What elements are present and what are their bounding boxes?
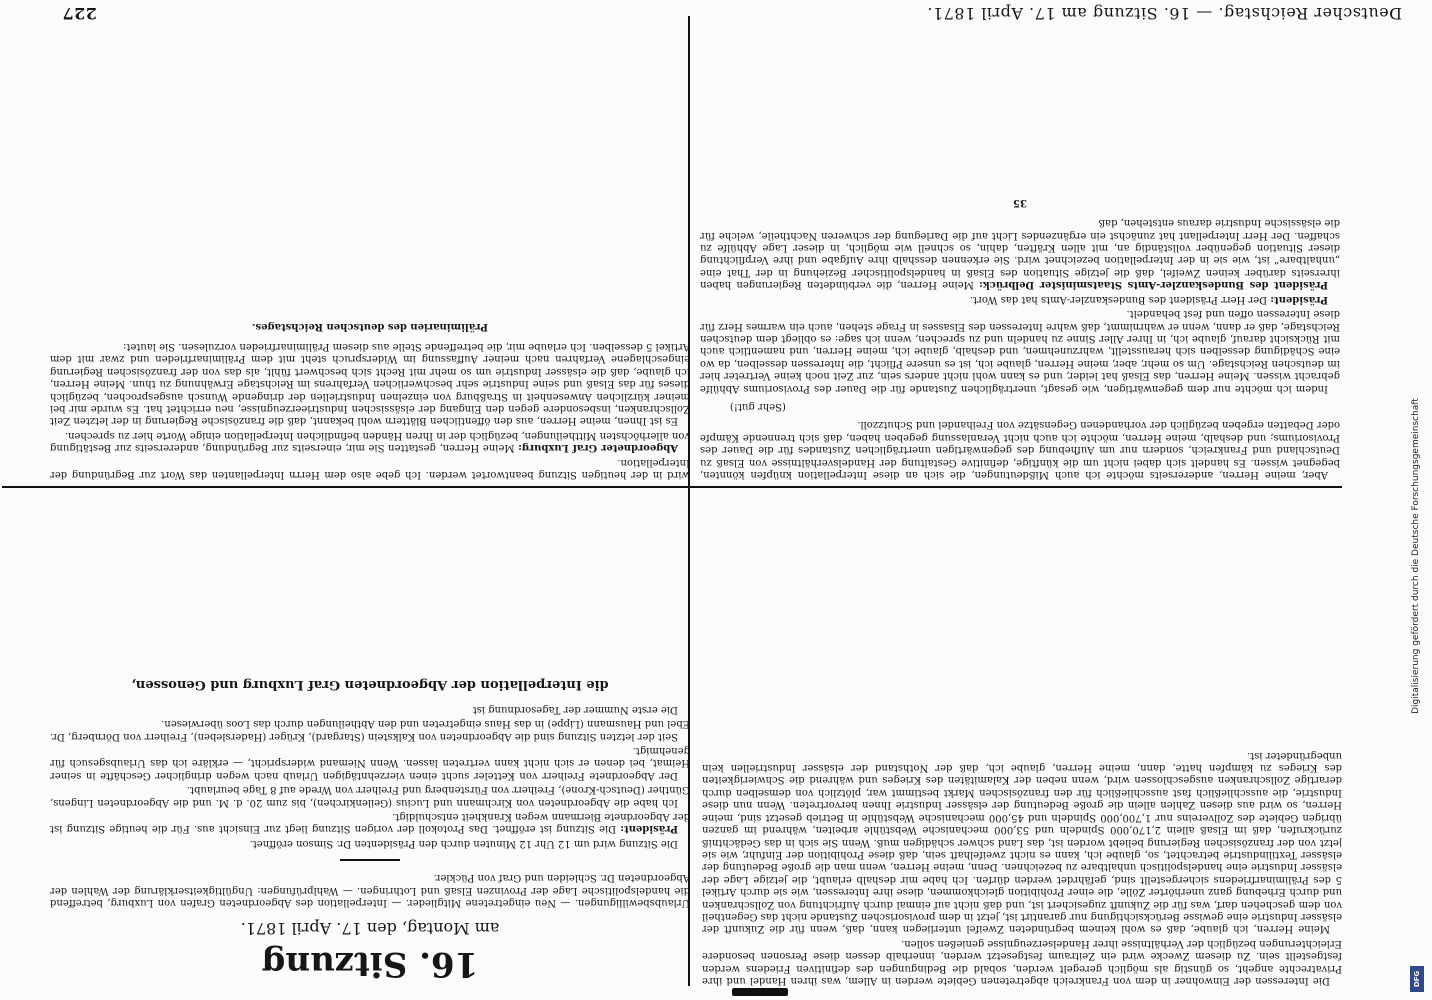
right-column-lower — [700, 25, 1340, 480]
running-head-title: Deutscher Reichstag. — 16. Sitzung am 17. April 1871. — [926, 4, 1402, 24]
sheet-number: 35 — [1013, 196, 1027, 208]
treaty-quote: Die Interessen der Einwohner in dem von Frankreich abgetretenen Gebiete werden in Allem, was ihren Handel und ihre Privatrechte angeht, so günstig als möglich geregelt werden, sobald die Bedingungen des definitiven Friedens werden festgestellt sein. Zu diesem Zwecke wird ein Zeitraum festgesetzt werden, innerhalb dessen diese Personen besondere Erleichterungen bezüglich der Verhältnisse ihrer Handelserzeugnisse genießen sollen. — [702, 937, 1342, 986]
quote-heading: Präliminarien des deutschen Reichstages. — [252, 320, 489, 332]
delbrueck-speech — [700, 216, 1340, 290]
leave-paragraph-2: Der Abgeordnete Freiherr von Ketteler sucht einen vierzehntägigen Urlaub nach wegen dringlicher Geschäfte in seiner Heimat, bei denen er sich nicht kann vertreten lassen. Wenn Niemand widerspricht, — erkläre ich das Urlaubsgesuch für genehmigt. — [50, 744, 690, 781]
speech-paragraph: Meine Herren, ich glaube, daß es wohl keinem begründeten Zweifel unterliegen kann, daß, wenn für die Zukunft der elsässer Industrie eine gewisse Berücksichtigung nur garantirt ist, jetzt in dem provisorischen Zustande nicht das Gegentheil von dem geschehen darf, was für die Zukunft zugesichert ist, und daß nicht auf einmal durch Aufrichtung von Zollschranken und durch Erhebung ganz unerhörter Zölle, die einer Prohibition gleichkommen, diese ihre Interessen, wie sie durch Artikel 5 des Präliminarfriedens sichergestellt sind, gefährdet werden dürfen. Ich habe mir deshalb erlaubt, die jetzige Lage der elsässer Industrie eine handelspolitisch unhaltbare zu bezeichnen. Denn, meine Herren, wenn man die große Bedeutung der elsässer Textilindustrie betrachtet, so, glaube ich, kann es nicht zweifelhaft sein, daß diese Prohibition der Einfuhr, wie sie jetzt von der französischen Regierung beliebt worden ist, das Land schwer schädigen muß. Wenn Sie sich in das Gedächtniß zurückrufen, daß im Elsaß allein 2,170,000 Spindeln und 53,000 mechanische Webstühle arbeiten, während im ganzen übrigen Gebiete des Zollvereins nur 1,700,000 Spindeln und 45,000 mechanische Webstühle in Betrieb gesetzt sind, meine Herren, so wird aus diesen Zahlen allein die große Bedeutung der elsässer Industrie Ihnen hervortreten. Wenn nun diese Industrie, die ausschließlich fast ausschließlich für den französischen Markt bestimmt war, plötzlich von demselben durch derartige Zollschranken ausgeschlossen wird, wenn neben der Kalamitäten des Krieges und während die Schwierigkeiten des Krieges zu kämpfen hatte, dann, meine Herren, glaube ich, daß der Nothstand der elsässer Industriellen kein unbegründeter ist. — [702, 749, 1342, 935]
speech-text: Die Sitzung ist eröffnet. Das Protokoll der vorigen Sitzung liegt zur Einsicht aus. Für die heutige Sitzung ist der Abgeordnete Biermann wegen Krankheit entschuldigt. — [50, 810, 690, 835]
scan-edge-mark — [732, 988, 788, 996]
speech-text: Der Herr Präsident des Bundeskanzler-Amts hat das Wort. — [969, 293, 1268, 305]
president-paragraph — [50, 810, 690, 835]
president-paragraph — [700, 292, 1340, 304]
opening-paragraph: Die Sitzung wird um 12 Uhr 12 Minuten durch den Präsidenten Dr. Simson eröffnet. — [249, 837, 678, 849]
applause-note: (Sehr gut!) — [730, 400, 786, 412]
first-item: Die erste Nummer der Tagesordnung ist — [472, 703, 678, 715]
page-number: 227 — [62, 4, 97, 24]
page-fold-rule — [2, 486, 1342, 488]
speech-paragraph: Es ist Ihnen, meine Herren, aus den öffentlichen Blättern wohl bekannt, daß die französische Regierung in der letzten Zeit Zollschranken, insbesondere gegen den Eingang der elsässischen Industrieerzeugnisse, neu errichtet hat. Es wurde mir bei meiner kürzlichen Anwesenheit in Straßburg von einzelnen Industriellen der dringende Wunsch ausgesprochen, bezüglich dieses für das Elsaß und seine Industrie sehr beschwerlichen Verfahrens im Reichstage Erwähnung zu thun. Meine Herren, ich glaube, daß die elsässer Industrie um so mehr mit Recht sich beschwert fühlt, als das von der französischen Regierung eingeschlagene Verfahren nach meiner Auffassung im Widerspruch steht mit dem Präliminarfrieden und zwar mit dem Artikel 5 desselben. Ich erlaube mir, die betreffende Stelle aus diesem Präliminarfrieden vorzulesen. Sie lautet: — [50, 340, 690, 427]
speech-text: Meine Herren, die verbündeten Regierungen haben ihrerseits darüber keinen Zweifel, daß die jetzige Situation des Elsaß in handelspolitischer Beziehung in der That eine „unhaltbare“ ist, wie sie in der Interpellation bezeichnet wird. Sie erkennen desshalb ihre Aufgabe und ihre Verpflichtung dieser Situation gegenüber vollständig an, mit allen Kräften, dahin, so schnell wie möglich, in dieser Lage Abhülfe zu schaffen. Der Herr Interpellant hat zunächst ein ergänzendes Licht auf die Darlegung der schweren Nachtheile, welche für die elsässische Industrie daraus entstehen, daß — [700, 217, 1340, 291]
left-column-lower — [50, 25, 690, 480]
interpellation-heading: die Interpellation der Abgeordneten Graf Luxburg und Genossen, — [131, 677, 609, 693]
leave-paragraph: Ich habe die Abgeordneten von Kirchmann und Lucius (Geilenkirchen), bis zum 20. d. M. und die Abgeordneten Lingens, Günther (Deutsch-Krone), Freiherr von Fürstenberg und Freiherr von Wrede auf 8 Tage beurlaubt. — [50, 784, 690, 808]
agenda-summary: Urlaubsbewilligungen. — Neu eingetretene Mitglieder. — Interpellation des Abgeordneten Grafen von Luxburg, betreffend die handelspolitische Lage der Provinzen Elsaß und Lothringen. — Wahlprüfungen: Ungültigkeitserklärung der Wahlen der Abgeordneten Dr. Schleiden und Graf von Pückler. — [50, 872, 690, 908]
digitization-credit: Digitalisierung gefördert durch die Deutsche Forschungsgemeinschaft — [1411, 398, 1421, 714]
left-column-upper — [50, 498, 690, 986]
right-column-upper — [702, 498, 1342, 986]
speaker-label: Präsident: — [1270, 293, 1328, 305]
speech-paragraph: Indem ich möchte nur dem gegenwärtigen, wie gesagt, unerträglichen Zustande für die Dauer des Provisoriums Abhülfe gebracht wissen. Meine Herren, das Elsaß hat leider, und es kann wohl nicht anders sein, zur Zeit noch keine Vertreter hier im deutschen Reichstage. Um so mehr, aber, meine Herren, glaube ich, ist es unsere Pflicht, die Interessen desselben, da wo eine Schädigung desselben sich herausstellt, wahrzunehmen, und deshalb, glaube ich, meine Herren, und namentlich auch mit Rücksicht darauf, glaube ich, in Ihrer Aller Sinne zu handeln und zu sprechen, wenn ich sage: es obliegt dem deutschen Reichstage, daß er dann, wenn er wahrnimmt, daß wahre Interessen des Elsasses in Frage stehen, auch ein warmes Herz für diese Interessen offen und fest behandelt. — [700, 308, 1340, 394]
running-head — [62, 3, 1402, 25]
session-date: am Montag, den 17. April 1871. — [240, 919, 500, 938]
dfg-logo — [1410, 966, 1424, 992]
speech-text: Meine Herren, gestatten Sie mir, einerseits zur Begründung, andererseits zur Bestätigung von allerhöchsten Mittheilungen, bezüglich der in Ihren Händen befindlichen Interpellation einige Worte hier zu sprechen. — [50, 429, 690, 454]
dfg-logo-text: DFG — [1413, 970, 1421, 988]
session-title: 16. Sitzung — [261, 944, 479, 984]
luxburg-speech — [50, 428, 690, 453]
speaker-label: Präsident: — [620, 823, 678, 835]
section-rule — [340, 859, 400, 861]
speaker-label: Abgeordneter Graf Luxburg: — [518, 442, 678, 454]
speaker-label: Präsident des Bundeskanzler-Amts Staatsminister Delbrück: — [979, 279, 1328, 291]
heading-tail: wird in der heutigen Sitzung beantwortet werden. Ich gebe also dem Herrn Interpellanten das Wort zur Begründung der Interpellation. — [50, 456, 690, 480]
speech-paragraph: Aber, meine Herren, andererseits möchte ich auch Mißdeutungen, die sich an diese Interpellation knüpfen könnten, begegnet wissen. Es handelt sich dabei nicht um die künftige, definitive Gestaltung der Handelsverhältnisse von Elsaß zu Deutschland und Frankreich, sondern nur um Aufhebung des gegenwärtigen unerträglichen Zustandes für die Dauer des Provisoriums; und deshalb, meine Herren, möchte ich auch nicht Veranlassung gegeben haben, daß sich trennende Kämpfe oder Debatten ergeben bezüglich der vorhandenen Gegensätze von Freihandel und Schutzzoll. — [700, 419, 1340, 480]
lots-paragraph: Seit der letzten Sitzung sind die Abgeordneten von Kalkstein (Stargard), Krüger (Hadersleben), Freiherr von Dörnberg, Dr. Ebel und Hausmann (Lippe) in das Haus eingetreten und den Abtheilungen durch das Loos überwiesen. — [50, 718, 690, 742]
